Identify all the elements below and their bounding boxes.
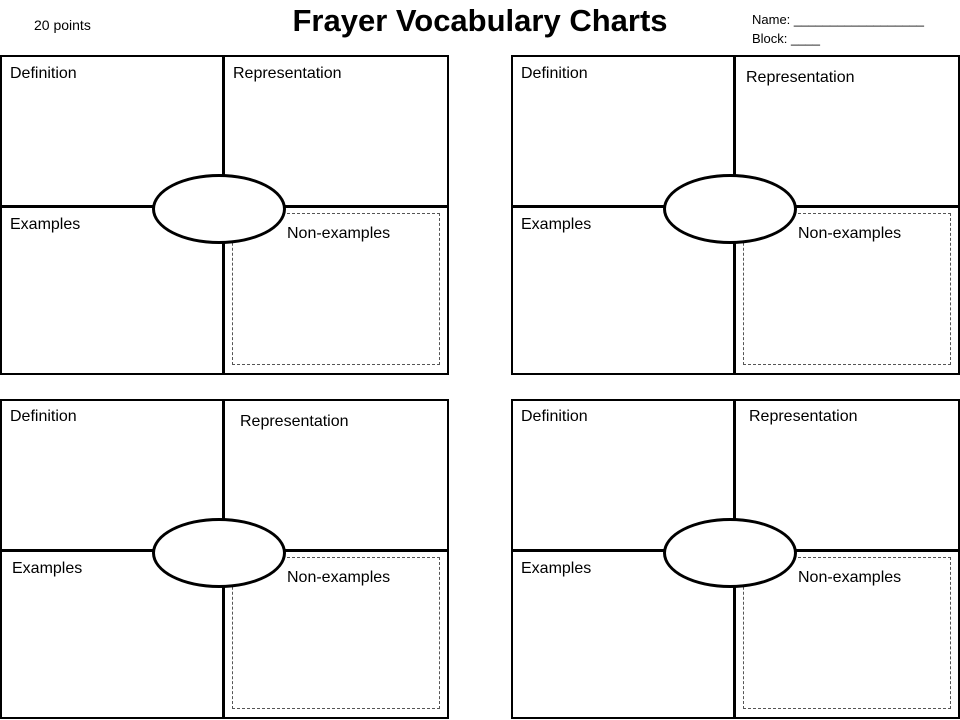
frayer-chart-1 [0,55,449,375]
representation-label: Representation [233,65,342,82]
center-word-oval[interactable] [663,174,797,244]
page-title: Frayer Vocabulary Charts [292,3,668,38]
block-field-label: Block: ____ [752,31,820,46]
definition-label: Definition [521,65,588,82]
center-word-oval[interactable] [152,174,286,244]
examples-label: Examples [521,216,592,233]
definition-label: Definition [10,65,77,82]
non-examples-label: Non-examples [798,569,902,586]
definition-label: Definition [521,408,588,425]
non-examples-label: Non-examples [287,225,391,242]
name-block-fields [752,10,924,48]
definition-label: Definition [10,408,77,425]
frayer-chart-4 [511,399,960,719]
examples-label: Examples [521,560,592,577]
points-label: 20 points [34,17,91,33]
frayer-chart-2 [511,55,960,375]
frayer-chart-3 [0,399,449,719]
center-word-oval[interactable] [663,518,797,588]
name-field-label: Name: __________________ [752,12,925,27]
representation-label: Representation [749,408,858,425]
non-examples-label: Non-examples [287,569,391,586]
center-word-oval[interactable] [152,518,286,588]
examples-label: Examples [10,216,81,233]
examples-label: Examples [12,560,83,577]
non-examples-label: Non-examples [798,225,902,242]
representation-label: Representation [240,413,349,430]
representation-label: Representation [746,69,855,86]
